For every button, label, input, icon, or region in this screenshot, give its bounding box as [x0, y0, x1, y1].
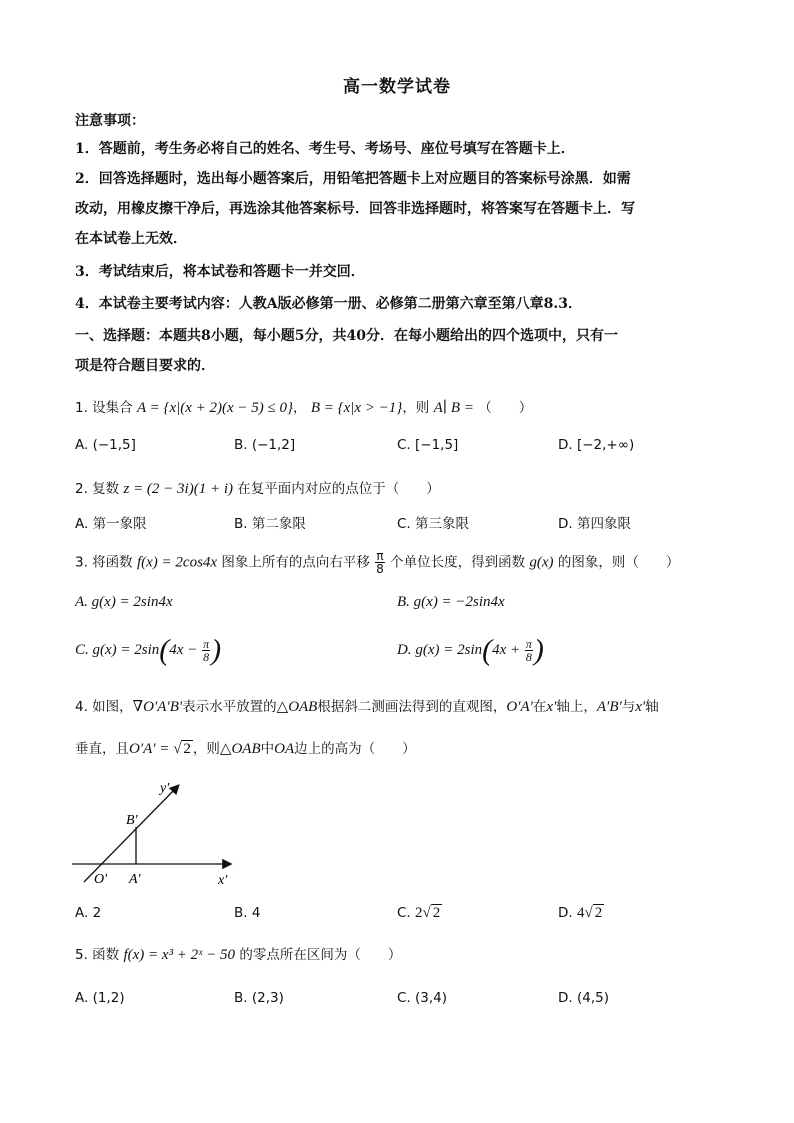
q1-set-b: B = {x|x > −1} [310, 400, 403, 416]
q4-x-axis: x′ [546, 699, 557, 715]
q4-figure [70, 772, 240, 890]
q3-option-c-frac-num: π [203, 637, 210, 651]
q1-option-a: A. (−1,5] [75, 437, 136, 453]
notice-item-1: 1．答题前，考生务必将自己的姓名、考生号、考场号、座位号填写在答题卡上． [75, 141, 575, 157]
q4-triangle-prime: ∇O′A′B′ [132, 699, 183, 715]
q4-option-c-rad: 2 [432, 905, 441, 921]
q4-equation: O′A′ = [129, 741, 174, 757]
q1-option-b: B. (−1,2] [234, 437, 296, 453]
q3-mid2: 个单位长度，得到函数 [390, 554, 526, 571]
q4-text-g: 轴 [645, 699, 659, 715]
q4-text-j: 中 [260, 741, 275, 757]
q4-option-d-value: 4√ 2 [576, 905, 603, 921]
q3-option-d-frac-num: π [525, 637, 532, 651]
q4-segment-oa: O′A′ [506, 699, 533, 715]
q3-option-c-inner: 4x − [169, 641, 198, 658]
notice-item-2-line-1: 2．回答选择题时，选出每小题答案后，用铅笔把答题卡上对应题目的答案标号涂黑．如需 [75, 171, 631, 187]
question-4-line-2 [75, 739, 416, 759]
q4-option-d-coef: 4 [576, 905, 585, 921]
q4-triangle-oab-2: △OAB [219, 741, 261, 757]
q4-triangle-oab: △OAB [276, 699, 318, 715]
q3-frac-num: π [376, 549, 384, 563]
notice-item-4: 4．本试卷主要考试内容：人教A版必修第一册、必修第二册第六章至第八章8.3． [75, 296, 582, 312]
question-4-line-1 [75, 697, 659, 717]
label-a: A′ [129, 872, 141, 887]
q3-option-d-frac-den: 8 [525, 650, 532, 664]
q3-option-c-frac-den: 8 [203, 650, 210, 664]
q4-segment-ab: A′B′ [596, 699, 622, 715]
q3-option-c [75, 633, 222, 667]
q3-option-c-close-paren: ) [211, 633, 222, 667]
notice-item-2-line-3: 在本试卷上无效． [75, 231, 187, 247]
question-2 [75, 479, 440, 499]
q2-option-b: B. 第二象限 [234, 516, 306, 532]
q4-text-k: 边上的高为（ ） [294, 741, 416, 757]
notice-item-2-line-2: 改动，用橡皮擦干净后，再选涂其他答案标号．回答非选择题时，将答案写在答题卡上．写 [75, 201, 635, 217]
q5-option-a: A. (1,2) [75, 990, 125, 1006]
q3-option-c-label: C. g(x) = 2sin [75, 641, 160, 658]
q3-option-d-open-paren: ( [482, 633, 493, 667]
q4-option-d [558, 903, 604, 923]
q1-answer-paren: （ ） [478, 400, 533, 416]
q5-suffix: 的零点所在区间为（ ） [239, 947, 402, 963]
q3-option-c-fraction [202, 638, 210, 663]
q3-option-d [397, 633, 544, 667]
q1-expression: A∣ B = [433, 400, 474, 416]
question-5 [75, 945, 401, 965]
section-heading-line-2: 项是符合题目要求的． [75, 358, 215, 374]
q5-prefix: 5. 函数 [75, 947, 120, 963]
q3-option-a: A. g(x) = 2sin4x [75, 594, 173, 610]
q4-sqrt: √ 2 [173, 741, 191, 757]
q2-prefix: 2. 复数 [75, 481, 120, 497]
question-3 [75, 550, 679, 575]
q3-g: g(x) [529, 554, 554, 571]
q4-option-d-rad: 2 [594, 905, 603, 921]
q3-mid: 图象上所有的点向右平移 [221, 554, 370, 571]
q4-x-axis-2: x′ [635, 699, 646, 715]
q5-function: f(x) = x³ + 2ˣ − 50 [123, 947, 236, 963]
q2-option-a: A. 第一象限 [75, 516, 147, 532]
q4-option-b: B. 4 [234, 905, 261, 921]
q3-option-c-open-paren: ( [159, 633, 170, 667]
q4-option-c [397, 903, 442, 923]
q4-text-f: 与 [621, 699, 636, 715]
notice-item-3: 3．考试结束后，将本试卷和答题卡一并交回． [75, 264, 365, 280]
page-title: 高一数学试卷 [343, 77, 451, 97]
q4-text-c: 根据斜二测画法得到的直观图， [317, 699, 507, 715]
q3-fraction [375, 550, 385, 575]
question-1 [75, 398, 532, 418]
q4-text-h: 垂直，且 [75, 741, 129, 757]
notice-heading: 注意事项： [75, 113, 145, 129]
q1-prefix: 1. 设集合 [75, 400, 133, 416]
label-o: O′ [94, 872, 108, 887]
q3-option-d-close-paren: ) [533, 633, 544, 667]
q3-option-d-fraction [525, 638, 533, 663]
q2-option-c: C. 第三象限 [397, 516, 470, 532]
q4-segment-oa-2: OA [274, 741, 295, 757]
q3-function: f(x) = 2cos4x [136, 554, 218, 571]
label-y: y′ [160, 781, 170, 796]
q5-option-b: B. (2,3) [234, 990, 284, 1006]
q2-option-d: D. 第四象限 [558, 516, 631, 532]
q4-text-a: 4. 如图， [75, 699, 133, 715]
q4-option-c-label: C. [397, 905, 411, 921]
q5-option-c: C. (3,4) [397, 990, 448, 1006]
q4-text-d: 在 [532, 699, 547, 715]
q4-option-c-coef: 2 [415, 905, 423, 921]
q3-option-d-inner: 4x + [492, 641, 521, 658]
q1-suffix: ，则 [402, 400, 430, 416]
q4-text-e: 轴上， [556, 699, 597, 715]
q5-option-d: D. (4,5) [558, 990, 609, 1006]
label-b: B′ [126, 813, 138, 828]
q3-frac-den: 8 [376, 562, 384, 576]
q2-expression: z = (2 − 3i)(1 + i) [123, 481, 233, 497]
q3-prefix: 3. 将函数 [75, 554, 133, 571]
q4-text-b: 表示水平放置的 [182, 699, 277, 715]
q1-comma: ， [293, 400, 307, 416]
label-x: x′ [218, 873, 228, 888]
q4-option-c-value: 2√ 2 [415, 905, 441, 921]
q3-option-b: B. g(x) = −2sin4x [397, 594, 505, 610]
q4-option-a: A. 2 [75, 905, 102, 921]
q1-set-a: A = {x|(x + 2)(x − 5) ≤ 0} [136, 400, 294, 416]
y-axis-line [84, 786, 178, 882]
q2-suffix: 在复平面内对应的点位于（ ） [237, 481, 440, 497]
q4-option-d-label: D. [558, 905, 573, 921]
section-heading-line-1: 一、选择题：本题共8小题，每小题5分，共40分．在每小题给出的四个选项中，只有一 [75, 328, 618, 344]
q1-option-d: D. [−2,+∞) [558, 437, 635, 453]
q4-sqrt-value: 2 [183, 741, 191, 757]
q1-option-c: C. [−1,5] [397, 437, 459, 453]
q4-text-i: ，则 [192, 741, 220, 757]
q3-option-d-label: D. g(x) = 2sin [397, 641, 483, 658]
q3-suffix: 的图象，则（ ） [557, 554, 680, 571]
